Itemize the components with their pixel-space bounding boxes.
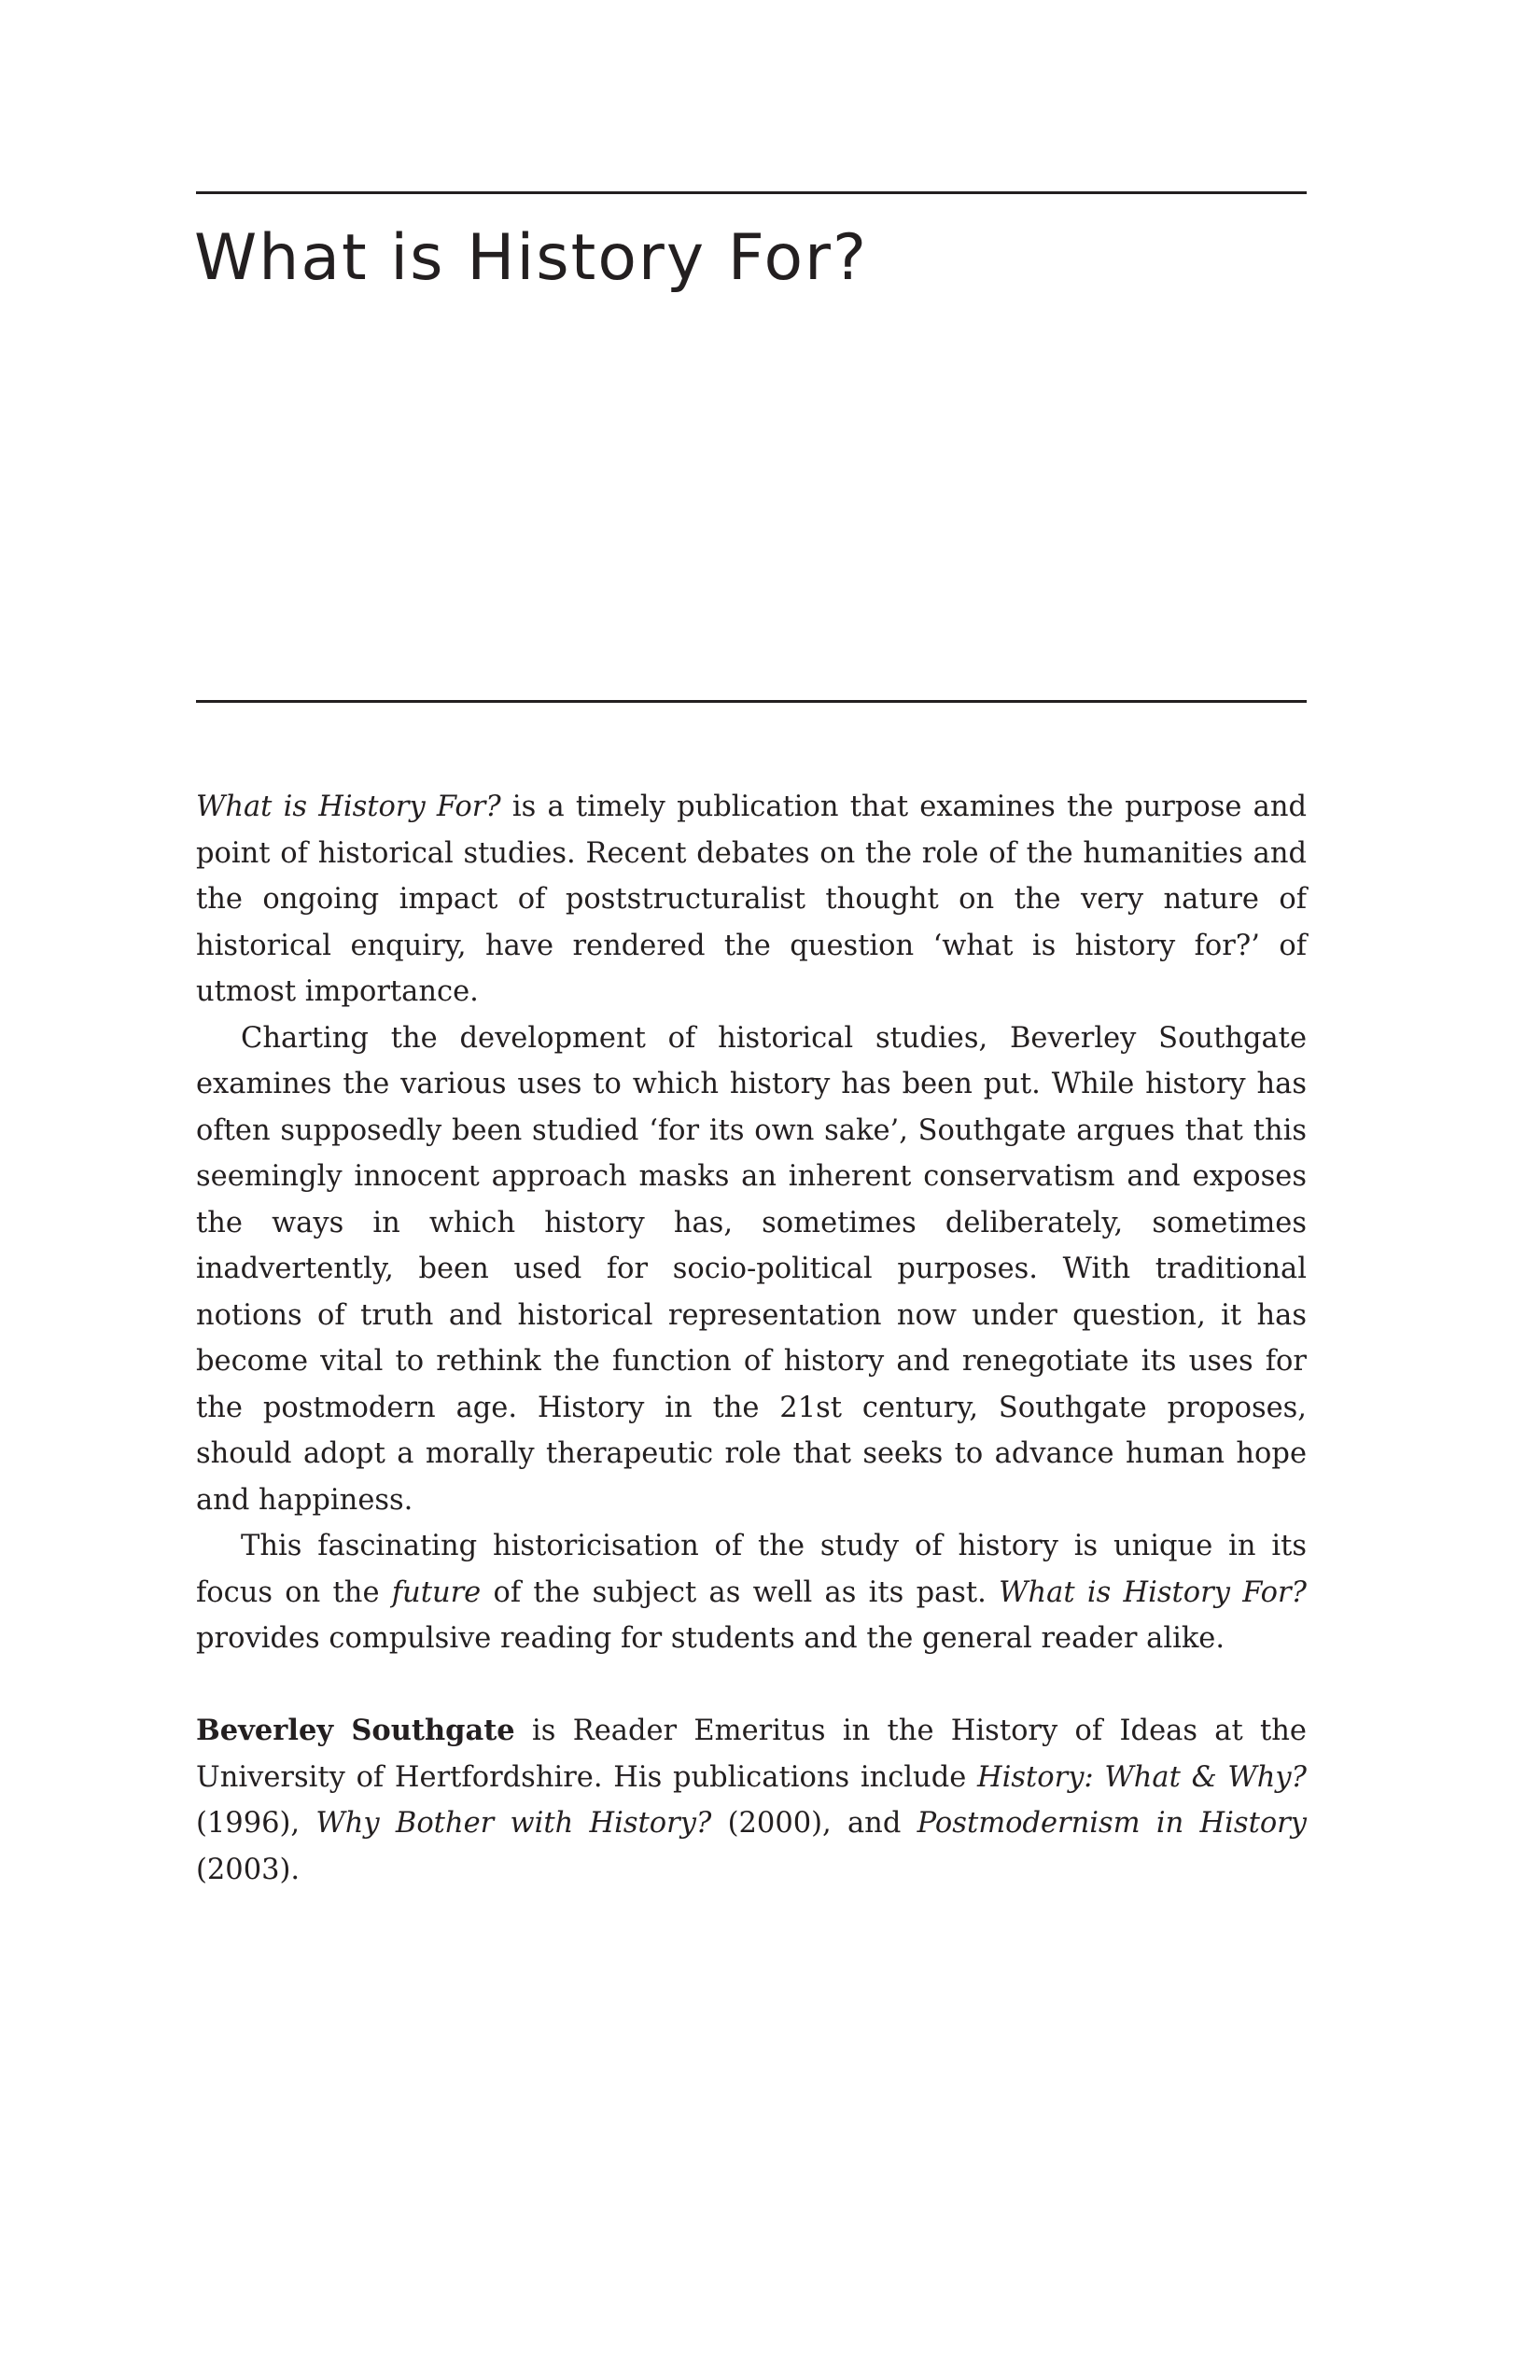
bio-text: (2000), and bbox=[711, 1807, 917, 1840]
bio-text: (1996), bbox=[196, 1807, 316, 1840]
author-name: Beverley Southgate bbox=[196, 1714, 515, 1747]
paragraph-text: This fascinating historicisation of the study of history is unique in its focus on the bbox=[196, 1530, 1307, 1609]
top-divider bbox=[196, 191, 1307, 194]
book-title-italic: What is History For? bbox=[196, 791, 501, 823]
publication-title: Postmodernism in History bbox=[917, 1807, 1307, 1840]
bio-text: is Reader Emeritus in the History of Ideas at the University of Hertfordshire. His publications include bbox=[196, 1715, 1307, 1794]
paragraph-text: is a timely publication that examines the purpose and point of historical studies. Recent debates on the role of the humanities and the ongoing impact of poststructuralist thought on the very nature of historical enquiry, have rendered the question ‘what is history for?’ of utmost importance. bbox=[196, 791, 1308, 1008]
book-title-italic: What is History For? bbox=[999, 1575, 1307, 1609]
publication-title: Why Bother with History? bbox=[315, 1807, 712, 1840]
blurb-paragraph-1 bbox=[196, 784, 1307, 1015]
blurb-paragraph-3 bbox=[196, 1523, 1307, 1662]
bio-text: (2003). bbox=[196, 1853, 301, 1886]
publication-title: History: What & Why? bbox=[977, 1760, 1308, 1794]
blurb-text bbox=[196, 784, 1307, 1893]
paragraph-text: of the subject as well as its past. bbox=[481, 1575, 1000, 1609]
page-title: What is History For? bbox=[194, 221, 869, 295]
middle-divider bbox=[196, 700, 1307, 703]
paragraph-text: Charting the development of historical studies, Beverley Southgate examines the various uses to which history has been put. While history has often supposedly been studied ‘for its own sake’, Southgate argues that this seemingly innocent approach masks an inherent conservatism and exposes the ways in which history has, sometimes deliberately, sometimes inadvertently, been used for socio-political purposes. With traditional notions of truth and historical representation now under question, it has become vital to rethink the function of history and renegotiate its uses for the postmodern age. History in the 21st century, Southgate proposes, should adopt a morally therapeutic role that seeks to advance human hope and happiness. bbox=[196, 1021, 1307, 1517]
paragraph-text: provides compulsive reading for students and the general reader alike. bbox=[196, 1622, 1225, 1655]
emphasis-future: future bbox=[391, 1575, 482, 1609]
author-bio bbox=[196, 1708, 1307, 1893]
blurb-paragraph-2 bbox=[196, 1015, 1307, 1524]
